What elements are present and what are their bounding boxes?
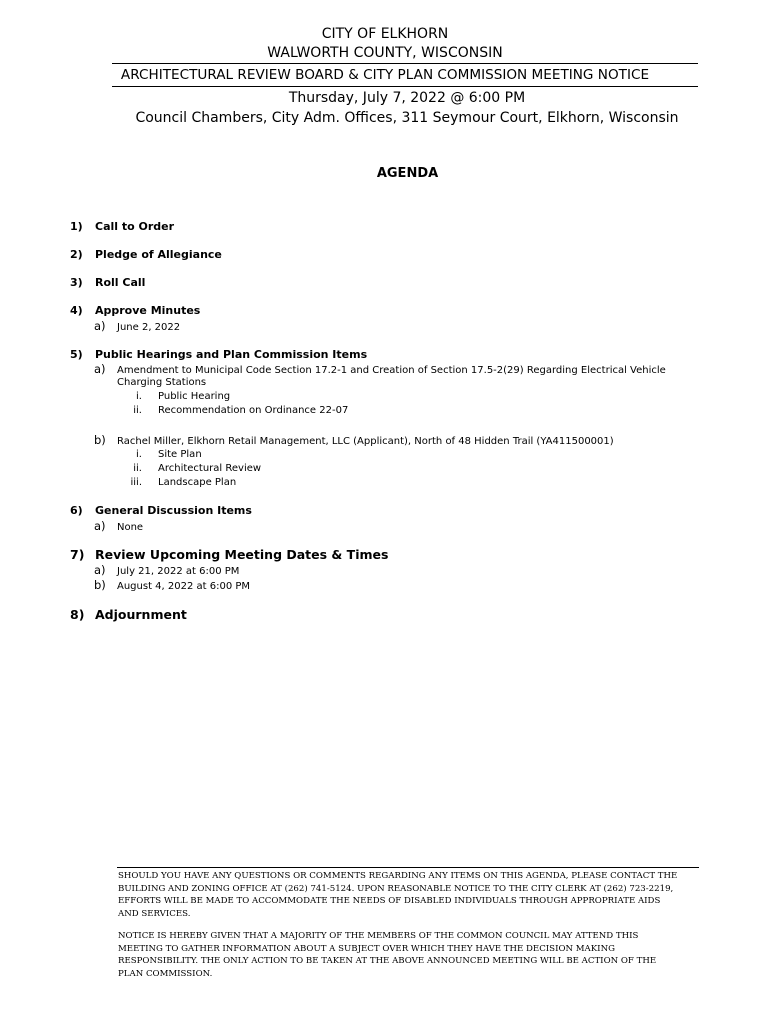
agenda-heading: AGENDA bbox=[376, 166, 439, 181]
item-label: Call to Order bbox=[95, 220, 175, 233]
agenda-item bbox=[70, 304, 200, 318]
roman-item bbox=[118, 404, 348, 418]
sub-text: July 21, 2022 at 6:00 PM bbox=[117, 566, 240, 577]
sub-text: None bbox=[117, 522, 144, 533]
footer-line: RESPONSIBILITY. THE ONLY ACTION TO BE TAKEN AT THE ABOVE ANNOUNCED MEETING WILL BE ACTION OF THE bbox=[118, 956, 657, 966]
sub-letter: b) bbox=[94, 433, 106, 447]
agenda-item bbox=[70, 548, 388, 562]
roman-numeral: i. bbox=[136, 449, 142, 460]
roman-numeral: i. bbox=[136, 391, 142, 402]
item-label: Adjournment bbox=[95, 607, 187, 622]
item-label: Roll Call bbox=[95, 276, 146, 289]
item-label: General Discussion Items bbox=[95, 504, 252, 517]
item-number: 4) bbox=[70, 304, 83, 317]
sub-item bbox=[94, 578, 250, 594]
footer-line: SHOULD YOU HAVE ANY QUESTIONS OR COMMENTS REGARDING ANY ITEMS ON THIS AGENDA, PLEASE CONTACT THE bbox=[118, 871, 678, 881]
header-rule-bottom bbox=[112, 86, 698, 87]
item-number: 6) bbox=[70, 504, 83, 517]
footer-line: NOTICE IS HEREBY GIVEN THAT A MAJORITY OF THE MEMBERS OF THE COMMON COUNCIL MAY ATTEND THIS bbox=[118, 931, 639, 941]
roman-item bbox=[118, 476, 236, 490]
sub-letter: b) bbox=[94, 578, 106, 592]
sub-item bbox=[94, 563, 239, 579]
meeting-date: Thursday, July 7, 2022 @ 6:00 PM bbox=[288, 90, 526, 106]
roman-item bbox=[118, 448, 202, 462]
sub-item bbox=[94, 519, 143, 535]
sub-text-continuation: Charging Stations bbox=[117, 377, 207, 388]
sub-letter: a) bbox=[94, 519, 106, 533]
meeting-notice-title: ARCHITECTURAL REVIEW BOARD & CITY PLAN COMMISSION MEETING NOTICE bbox=[120, 67, 650, 83]
agenda-item bbox=[70, 504, 252, 518]
item-number: 1) bbox=[70, 220, 83, 233]
sub-letter: a) bbox=[94, 362, 106, 376]
roman-text: Public Hearing bbox=[158, 391, 231, 402]
roman-numeral: iii. bbox=[130, 477, 142, 488]
agenda-item bbox=[70, 276, 145, 290]
item-number: 8) bbox=[70, 607, 85, 622]
roman-text: Site Plan bbox=[158, 449, 202, 460]
accessibility-notice bbox=[118, 870, 698, 920]
sub-text: Rachel Miller, Elkhorn Retail Management, LLC (Applicant), North of 48 Hidden Trail (YA411500001) bbox=[117, 436, 614, 447]
agenda-item bbox=[70, 248, 222, 262]
footer-line: EFFORTS WILL BE MADE TO ACCOMMODATE THE NEEDS OF DISABLED INDIVIDUALS THROUGH APPROPRIATE AIDS bbox=[118, 896, 661, 906]
roman-text: Architectural Review bbox=[158, 463, 262, 474]
agenda-item bbox=[70, 348, 367, 362]
roman-numeral: ii. bbox=[133, 405, 142, 416]
item-number: 3) bbox=[70, 276, 83, 289]
sub-text: August 4, 2022 at 6:00 PM bbox=[117, 581, 251, 592]
roman-item bbox=[118, 390, 230, 404]
city-name: CITY OF ELKHORN bbox=[321, 26, 449, 42]
roman-item bbox=[118, 462, 261, 476]
item-label: Public Hearings and Plan Commission Items bbox=[95, 348, 368, 361]
footer-line: MEETING TO GATHER INFORMATION ABOUT A SUBJECT OVER WHICH THEY HAVE THE DECISION MAKING bbox=[118, 943, 615, 954]
footer-rule bbox=[117, 867, 699, 868]
item-label: Pledge of Allegiance bbox=[95, 248, 222, 261]
footer-line: BUILDING AND ZONING OFFICE AT (262) 741-5124. UPON REASONABLE NOTICE TO THE CITY CLERK AT (262) 723-2219, bbox=[118, 883, 674, 894]
agenda-item bbox=[70, 608, 187, 622]
item-number: 2) bbox=[70, 248, 83, 261]
footer-line: AND SERVICES. bbox=[118, 908, 191, 919]
council-notice bbox=[118, 930, 698, 980]
roman-numeral: ii. bbox=[133, 463, 142, 474]
sub-letter: a) bbox=[94, 563, 106, 577]
sub-text: June 2, 2022 bbox=[117, 322, 181, 333]
sub-item bbox=[94, 319, 180, 335]
header-rule-top bbox=[112, 63, 698, 64]
roman-text: Landscape Plan bbox=[158, 477, 237, 488]
item-number: 7) bbox=[70, 547, 85, 562]
sub-item bbox=[94, 433, 614, 449]
item-label: Approve Minutes bbox=[95, 304, 201, 317]
agenda-item bbox=[70, 220, 174, 234]
item-number: 5) bbox=[70, 348, 83, 361]
county-name: WALWORTH COUNTY, WISCONSIN bbox=[267, 45, 503, 61]
sub-text: Amendment to Municipal Code Section 17.2-1 and Creation of Section 17.5-2(29) Regarding Electrical Vehicle bbox=[117, 365, 666, 376]
meeting-location: Council Chambers, City Adm. Offices, 311 Seymour Court, Elkhorn, Wisconsin bbox=[135, 110, 679, 126]
sub-letter: a) bbox=[94, 319, 106, 333]
item-label: Review Upcoming Meeting Dates & Times bbox=[95, 547, 389, 562]
roman-text: Recommendation on Ordinance 22-07 bbox=[158, 405, 349, 416]
footer-line: PLAN COMMISSION. bbox=[118, 968, 213, 979]
